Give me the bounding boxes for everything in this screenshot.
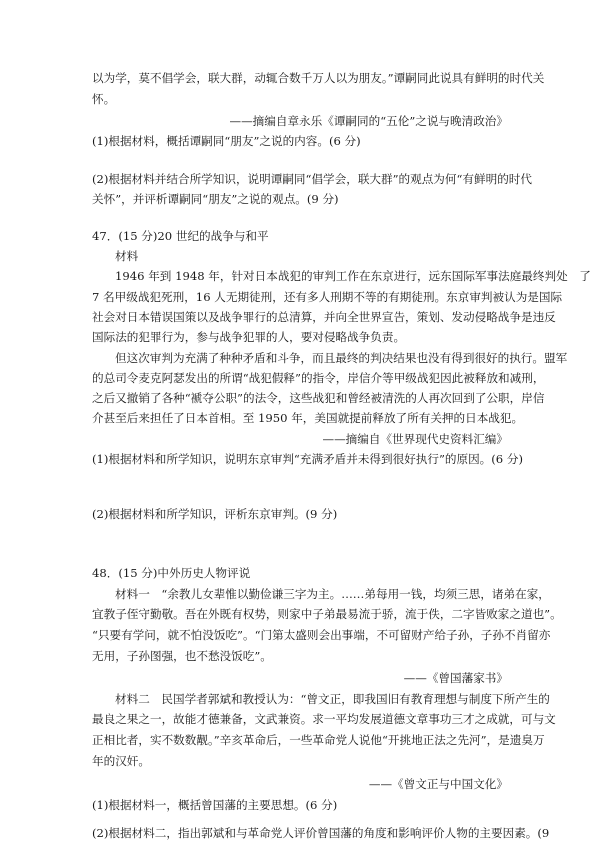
- q47-para1-line-3: 社会对日本错误国策以及战争罪行的总清算，并向全世界宣告，策划、发动侵略战争是违反: [92, 310, 556, 324]
- q48-material1-line-1: 材料一 “余教儿女辈惟以勤俭谦三字为主。……弟每用一钱，均须三思，诸弟在家，: [115, 587, 550, 601]
- q47-para2-line-2: 的总司令麦克阿瑟发出的所谓“战犯假释”的指令，岸信介等甲级战犯因此被释放和减刑，: [92, 371, 545, 385]
- q47-para1-line-4: 国际法的犯罪行为，参与战争犯罪的人，要对侵略战争负责。: [92, 330, 406, 344]
- q48-material2-line-1: 材料二 民国学者郭斌和教授认为：“曾文正，即我国旧有教育理想与制度下所产生的: [115, 692, 550, 706]
- q48-material1-line-4: 无用，子孙图强，也不愁没饭吃”。: [92, 649, 272, 663]
- q48-material2-line-2: 最良之果之一，故能才德兼备，文武兼资。求一平均发展道德文章事功三才之成就，可与文: [92, 712, 556, 726]
- q48-material2-source: ——《曾文正与中国文化》: [368, 777, 508, 791]
- q48-material1-source: ——《曾国藩家书》: [403, 671, 508, 685]
- q48-subquestion-2: (2)根据材料二，指出郭斌和与革命党人评价曾国藩的角度和影响评价人物的主要因素。(9: [92, 826, 550, 840]
- q47-para1-line-2: 7 名甲级战犯死刑，16 人无期徒刑，还有多人刑期不等的有期徒刑。东京审判被认为是国际: [92, 290, 563, 304]
- q48-material2-line-4: 年的汉奸。: [92, 754, 150, 768]
- q46-material-line-1: 以为学，莫不倡学会，联大群，动辄合数千万人以为朋友。”谭嗣同此说具有鲜明的时代关: [92, 71, 545, 85]
- q47-heading: 47．(15 分)20 世纪的战争与和平: [92, 229, 269, 243]
- q46-source: ——摘编自章永乐《谭嗣同的“五伦”之说与晚清政治》: [229, 114, 508, 128]
- q47-subquestion-1: (1)根据材料和所学知识，说明东京审判“充满矛盾并未得到很好执行”的原因。(6 分): [92, 452, 523, 466]
- q46-material-line-2: 怀。: [92, 92, 116, 106]
- q47-source: ——摘编自《世界现代史资料汇编》: [322, 432, 508, 446]
- q48-material2-line-3: 正相比者，实不数数觏。”辛亥革命后，一些革命党人说他“开挑地正法之先河”，是遗臭万: [92, 733, 545, 747]
- q48-material1-line-2: 宜教子侄守勤敬。吾在外既有权势，则家中子弟最易流于骄，流于佚，二字皆败家之道也”。: [92, 607, 562, 621]
- q48-material1-line-3: “只要有学问，就不怕没饭吃”。“门第太盛则会出事端，不可留财产给子孙，子孙不肖留亦: [92, 628, 551, 642]
- q46-subquestion-2-line-2: 关怀”，并评析谭嗣同“朋友”之说的观点。(9 分): [92, 192, 339, 206]
- q48-subquestion-1: (1)根据材料一，概括曾国藩的主要思想。(6 分): [92, 798, 338, 812]
- q47-para1-line-1: 1946 年到 1948 年，针对日本战犯的审判工作在东京进行，远东国际军事法庭最终判处 了: [115, 269, 591, 283]
- q47-material-label: 材料: [115, 249, 139, 263]
- q46-subquestion-2-line-1: (2)根据材料并结合所学知识，说明谭嗣同“倡学会，联大群”的观点为何“有鲜明的时代: [92, 172, 532, 186]
- q47-para2-line-4: 介甚至后来担任了日本首相。至 1950 年，美国就提前释放了所有关押的日本战犯。: [92, 411, 524, 425]
- q47-subquestion-2: (2)根据材料和所学知识，评析东京审判。(9 分): [92, 507, 338, 521]
- q47-para2-line-3: 之后又撤销了各种“褫夺公职”的法令，这些战犯和曾经被清洗的人再次回到了公职，岸信: [92, 391, 545, 405]
- q48-heading: 48．(15 分)中外历史人物评说: [92, 566, 251, 580]
- q46-subquestion-1: (1)根据材料，概括谭嗣同“朋友”之说的内容。(6 分): [92, 134, 361, 148]
- q47-para2-line-1: 但这次审判为充满了种种矛盾和斗争，而且最终的判决结果也没有得到很好的执行。盟军: [115, 351, 568, 365]
